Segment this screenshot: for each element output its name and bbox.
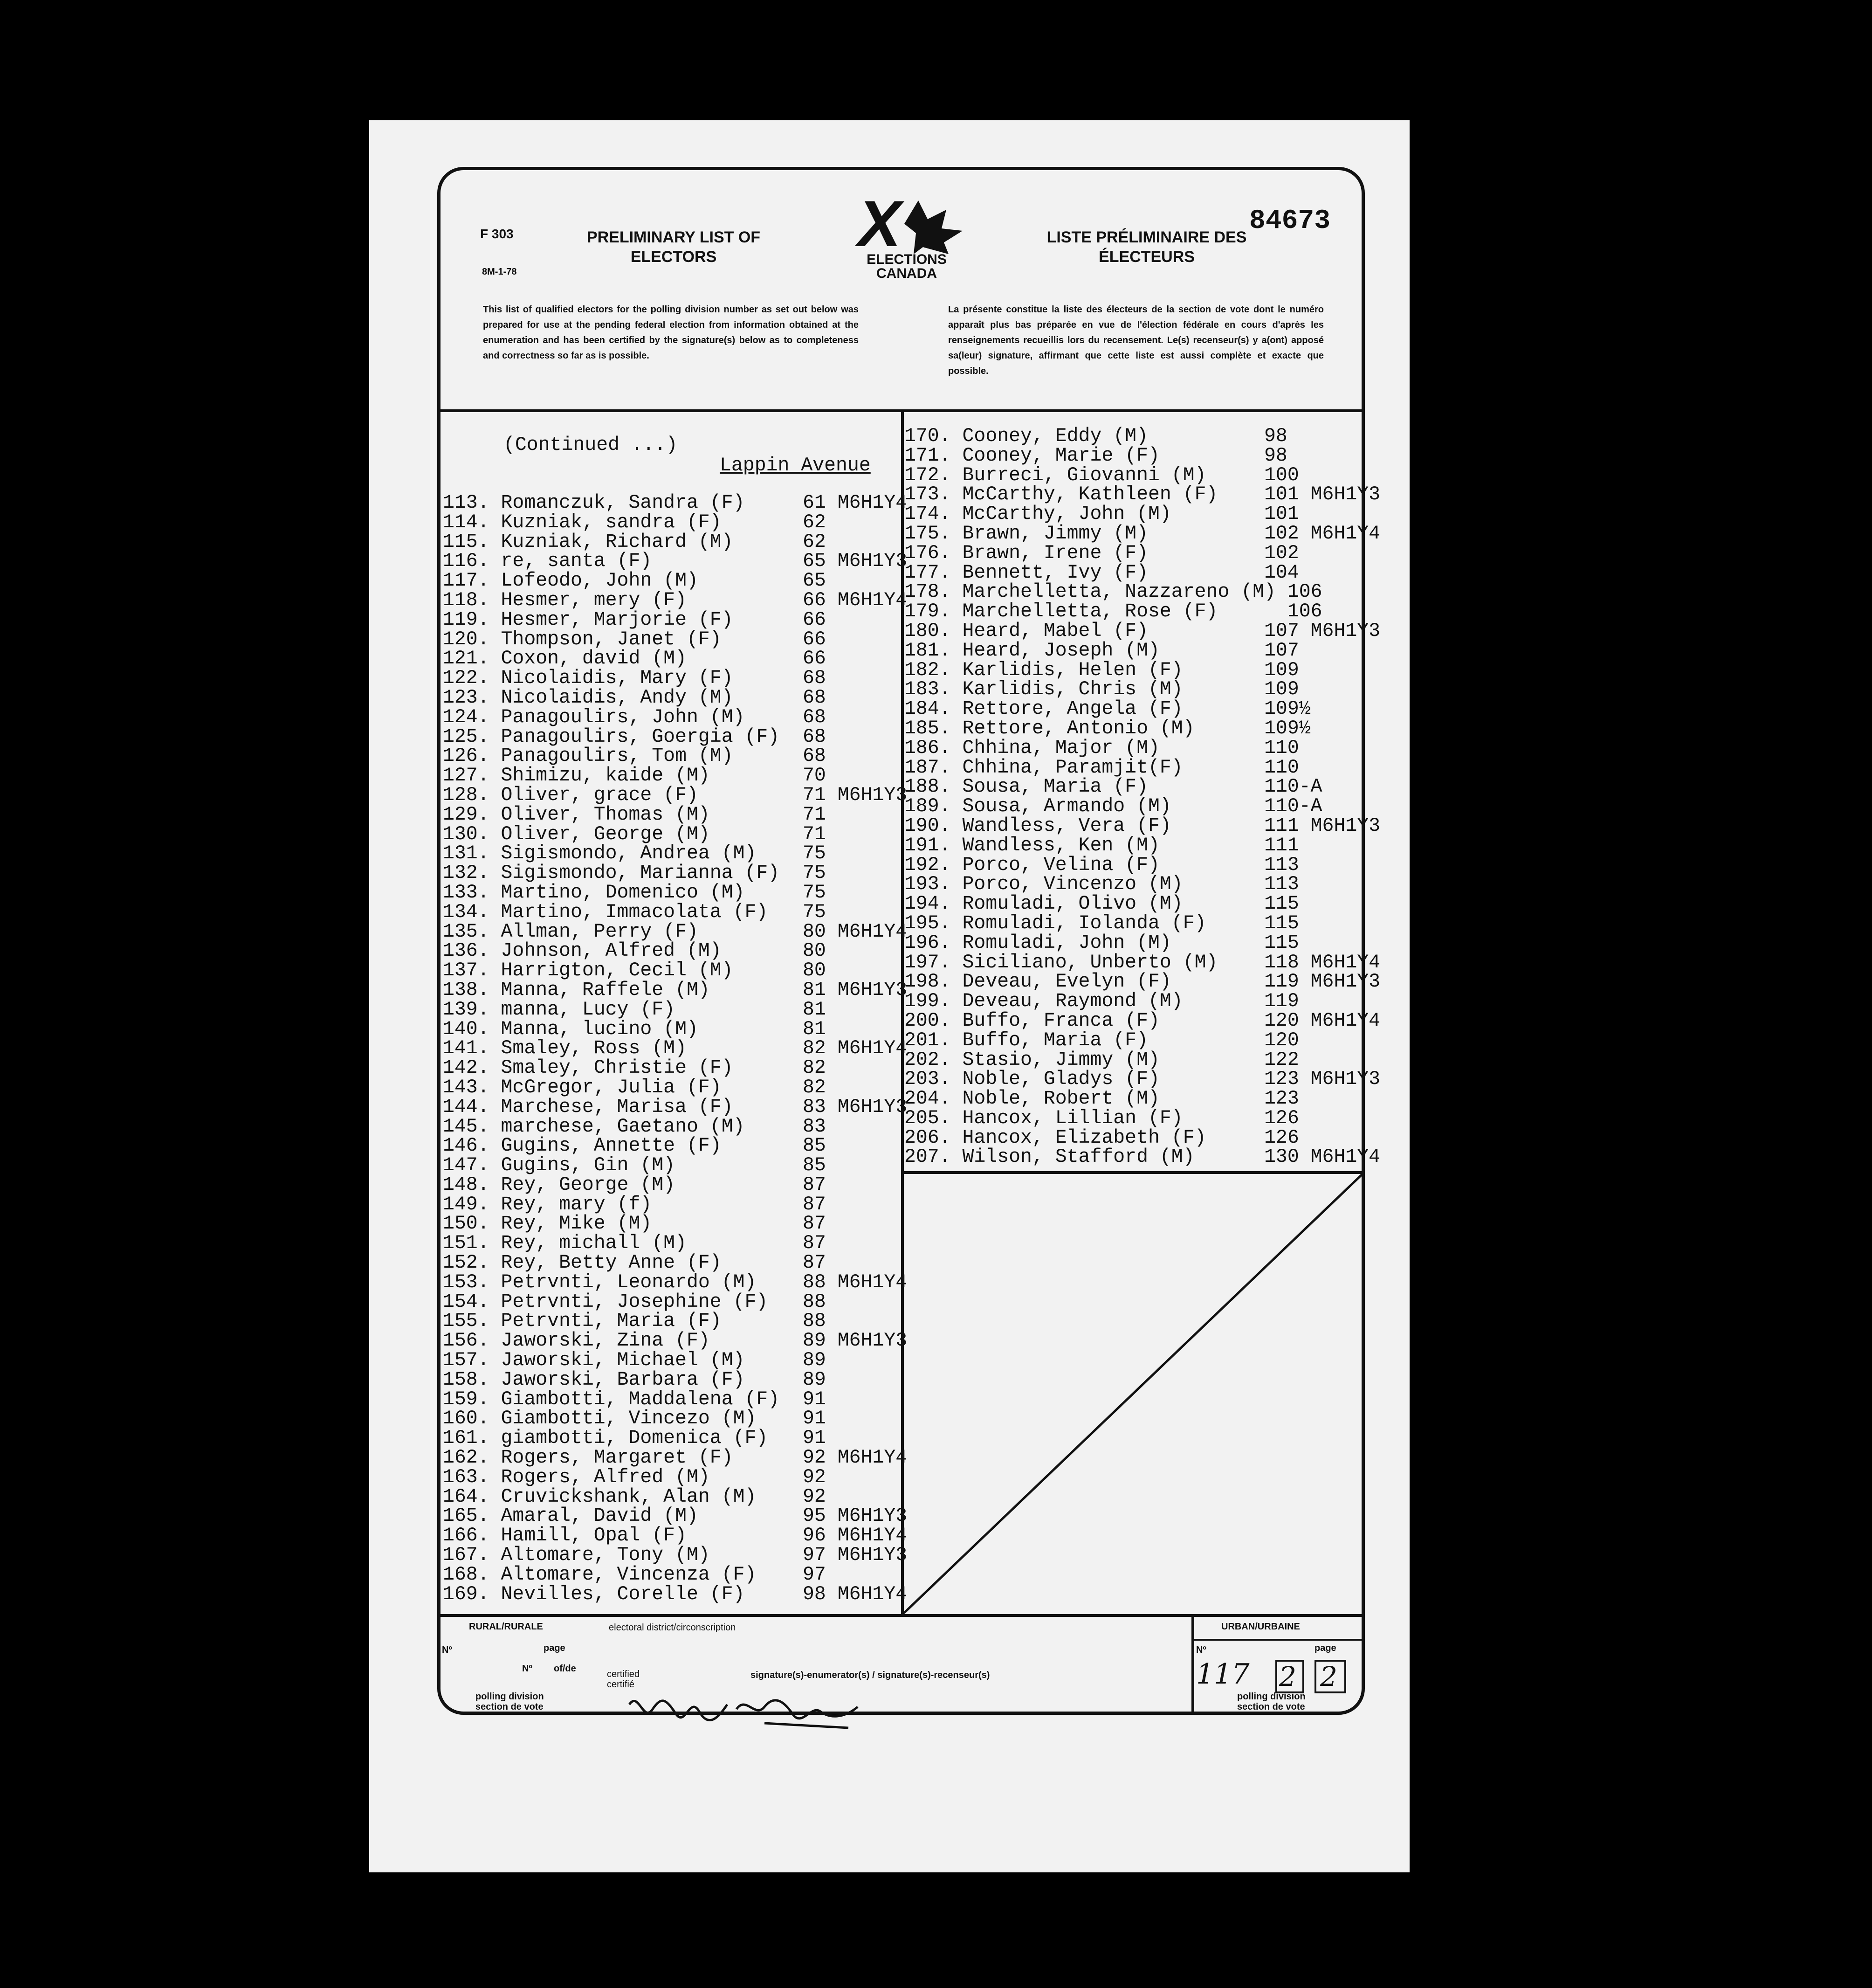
elector-row: 186. Chhina, Major (M) 110 xyxy=(904,737,1299,759)
elector-row: 173. McCarthy, Kathleen (F) 101 M6H1Y3 xyxy=(904,483,1381,506)
elector-row: 134. Martino, Immacolata (F) 75 xyxy=(443,901,826,923)
elector-row: 184. Rettore, Angela (F) 109½ xyxy=(904,698,1311,720)
elector-row: 194. Romuladi, Olivo (M) 115 xyxy=(904,893,1299,915)
elector-row: 157. Jaworski, Michael (M) 89 xyxy=(443,1349,826,1372)
blank-area-strike xyxy=(901,1171,1365,1615)
elector-row: 169. Nevilles, Corelle (F) 98 M6H1Y4 xyxy=(443,1583,908,1605)
elector-row: 195. Romuladi, Iolanda (F) 115 xyxy=(904,912,1299,934)
elector-row: 180. Heard, Mabel (F) 107 M6H1Y3 xyxy=(904,620,1381,642)
elector-row: 136. Johnson, Alfred (M) 80 xyxy=(443,940,826,962)
elector-row: 191. Wandless, Ken (M) 111 xyxy=(904,834,1299,856)
street-name: Lappin Avenue xyxy=(720,455,871,476)
elector-row: 154. Petrvnti, Josephine (F) 88 xyxy=(443,1291,826,1313)
elector-row: 127. Shimizu, kaide (M) 70 xyxy=(443,765,826,787)
elector-row: 178. Marchelletta, Nazzareno (M) 106 xyxy=(904,581,1322,603)
elector-row: 125. Panagoulirs, Goergia (F) 68 xyxy=(443,725,826,748)
elector-row: 160. Giambotti, Vincezo (M) 91 xyxy=(443,1408,826,1430)
elector-row: 183. Karlidis, Chris (M) 109 xyxy=(904,678,1299,701)
elector-row: 120. Thompson, Janet (F) 66 xyxy=(443,628,826,650)
title-english: PRELIMINARY LIST OF ELECTORS xyxy=(586,228,761,266)
elector-row: 122. Nicolaidis, Mary (F) 68 xyxy=(443,667,826,690)
elector-row: 165. Amaral, David (M) 95 M6H1Y3 xyxy=(443,1505,908,1527)
elector-row: 124. Panagoulirs, John (M) 68 xyxy=(443,706,826,728)
footer-box-divider xyxy=(1191,1614,1194,1714)
elector-row: 161. giambotti, Domenica (F) 91 xyxy=(443,1427,826,1450)
polling-division-label-left: polling division section de vote xyxy=(475,1691,544,1712)
handwritten-polling-number: 117 xyxy=(1196,1658,1250,1691)
elector-row: 201. Buffo, Maria (F) 120 xyxy=(904,1029,1299,1051)
elector-row: 117. Lofeodo, John (M) 65 xyxy=(443,570,826,592)
elector-row: 151. Rey, michall (M) 87 xyxy=(443,1232,826,1255)
elector-row: 185. Rettore, Antonio (M) 109½ xyxy=(904,717,1311,739)
elector-row: 204. Noble, Robert (M) 123 xyxy=(904,1088,1299,1110)
elector-row: 197. Siciliano, Unberto (M) 118 M6H1Y4 xyxy=(904,951,1381,973)
elector-row: 170. Cooney, Eddy (M) 98 xyxy=(904,425,1287,447)
elector-row: 166. Hamill, Opal (F) 96 M6H1Y4 xyxy=(443,1525,908,1547)
polling-division-label-right: polling division section de vote xyxy=(1237,1691,1306,1712)
elector-row: 199. Deveau, Raymond (M) 119 xyxy=(904,990,1299,1013)
left-elector-list xyxy=(443,493,907,1604)
elector-row: 171. Cooney, Marie (F) 98 xyxy=(904,444,1287,467)
elector-row: 145. marchese, Gaetano (M) 83 xyxy=(443,1115,826,1138)
elector-row: 131. Sigismondo, Andrea (M) 75 xyxy=(443,842,826,865)
page-label-right: page xyxy=(1315,1643,1336,1653)
elector-row: 121. Coxon, david (M) 66 xyxy=(443,648,826,670)
handwritten-page-number: 2 xyxy=(1279,1661,1296,1692)
elector-row: 158. Jaworski, Barbara (F) 89 xyxy=(443,1368,826,1391)
elector-row: 156. Jaworski, Zina (F) 89 M6H1Y3 xyxy=(443,1330,908,1352)
elector-row: 174. McCarthy, John (M) 101 xyxy=(904,503,1299,525)
form-number: F 303 xyxy=(480,227,514,241)
elector-row: 205. Hancox, Lillian (F) 126 xyxy=(904,1107,1299,1129)
elector-row: 137. Harrigton, Cecil (M) 80 xyxy=(443,959,826,982)
elector-row: 135. Allman, Perry (F) 80 M6H1Y4 xyxy=(443,920,908,943)
elector-row: 153. Petrvnti, Leonardo (M) 88 M6H1Y4 xyxy=(443,1271,908,1293)
footer-box-rule xyxy=(1194,1639,1365,1641)
elector-row: 143. McGregor, Julia (F) 82 xyxy=(443,1076,826,1098)
elector-row: 149. Rey, mary (f) 87 xyxy=(443,1193,826,1215)
page-label-left: page xyxy=(544,1643,565,1653)
right-elector-list xyxy=(904,427,1380,1167)
elector-row: 140. Manna, lucino (M) 81 xyxy=(443,1018,826,1040)
elector-row: 163. Rogers, Alfred (M) 92 xyxy=(443,1466,826,1488)
elections-canada-logo xyxy=(848,191,965,284)
elector-row: 192. Porco, Velina (F) 113 xyxy=(904,854,1299,876)
elector-row: 172. Burreci, Giovanni (M) 100 xyxy=(904,464,1299,486)
no-label-left: Nº xyxy=(442,1645,452,1655)
rural-label: RURAL/RURALE xyxy=(469,1622,543,1632)
elector-row: 155. Petrvnti, Maria (F) 88 xyxy=(443,1310,826,1332)
elector-row: 175. Brawn, Jimmy (M) 102 M6H1Y4 xyxy=(904,522,1381,545)
elector-row: 139. manna, Lucy (F) 81 xyxy=(443,998,826,1021)
urban-label: URBAN/URBAINE xyxy=(1221,1622,1300,1632)
title-french: LISTE PRÉLIMINAIRE DES ÉLECTEURS xyxy=(1046,228,1247,266)
form-code: 8M-1-78 xyxy=(482,267,517,277)
elector-row: 144. Marchese, Marisa (F) 83 M6H1Y3 xyxy=(443,1096,908,1118)
elector-row: 203. Noble, Gladys (F) 123 M6H1Y3 xyxy=(904,1068,1381,1091)
elector-row: 176. Brawn, Irene (F) 102 xyxy=(904,542,1299,564)
elector-row: 182. Karlidis, Helen (F) 109 xyxy=(904,659,1299,681)
elector-row: 113. Romanczuk, Sandra (F) 61 M6H1Y4 xyxy=(443,492,908,514)
elector-row: 148. Rey, George (M) 87 xyxy=(443,1173,826,1196)
certified-label: certified certifié xyxy=(607,1669,640,1690)
elector-row: 162. Rogers, Margaret (F) 92 M6H1Y4 xyxy=(443,1447,908,1469)
signature-label: signature(s)-enumerator(s) / signature(s)-recenseur(s) xyxy=(750,1670,990,1680)
elector-row: 128. Oliver, grace (F) 71 M6H1Y3 xyxy=(443,784,908,806)
no-label-left-2: Nº xyxy=(522,1664,532,1674)
elector-row: 142. Smaley, Christie (F) 82 xyxy=(443,1057,826,1079)
elector-row: 133. Martino, Domenico (M) 75 xyxy=(443,881,826,904)
elector-row: 132. Sigismondo, Marianna (F) 75 xyxy=(443,862,826,884)
elector-row: 129. Oliver, Thomas (M) 71 xyxy=(443,803,826,826)
logo-text-line1: ELECTIONS xyxy=(867,252,947,267)
of-label-left: of/de xyxy=(554,1664,576,1674)
elector-row: 152. Rey, Betty Anne (F) 87 xyxy=(443,1252,826,1274)
elector-row: 179. Marchelletta, Rose (F) 106 xyxy=(904,601,1322,623)
elector-row: 164. Cruvickshank, Alan (M) 92 xyxy=(443,1485,826,1508)
elector-row: 138. Manna, Raffele (M) 81 M6H1Y3 xyxy=(443,979,908,1001)
serial-number: 84673 xyxy=(1249,206,1331,236)
elector-row: 123. Nicolaidis, Andy (M) 68 xyxy=(443,686,826,709)
elector-row: 207. Wilson, Stafford (M) 130 M6H1Y4 xyxy=(904,1146,1381,1168)
elector-row: 198. Deveau, Evelyn (F) 119 M6H1Y3 xyxy=(904,971,1381,993)
elector-row: 206. Hancox, Elizabeth (F) 126 xyxy=(904,1126,1299,1149)
elector-row: 150. Rey, Mike (M) 87 xyxy=(443,1213,826,1235)
elector-row: 146. Gugins, Annette (F) 85 xyxy=(443,1135,826,1157)
intro-text-english: This list of qualified electors for the polling division number as set out below was prepared for use at the pending federal election from information obtained at the enumeration and has been certified by the signature(s) below as to completeness and correctness so far as is possible. xyxy=(483,304,859,361)
elector-row: 147. Gugins, Gin (M) 85 xyxy=(443,1154,826,1177)
continued-label: (Continued ...) xyxy=(503,434,678,456)
elector-row: 118. Hesmer, mery (F) 66 M6H1Y4 xyxy=(443,589,908,611)
elector-row: 115. Kuzniak, Richard (M) 62 xyxy=(443,531,826,553)
elector-row: 116. re, santa (F) 65 M6H1Y3 xyxy=(443,550,908,573)
elector-row: 119. Hesmer, Marjorie (F) 66 xyxy=(443,608,826,631)
svg-text:X: X xyxy=(858,191,902,256)
elector-row: 189. Sousa, Armando (M) 110-A xyxy=(904,795,1322,818)
district-label: electoral district/circonscription xyxy=(609,1622,736,1633)
elector-row: 167. Altomare, Tony (M) 97 M6H1Y3 xyxy=(443,1544,908,1567)
elector-row: 141. Smaley, Ross (M) 82 M6H1Y4 xyxy=(443,1037,908,1060)
elector-row: 193. Porco, Vincenzo (M) 113 xyxy=(904,873,1299,896)
elector-row: 130. Oliver, George (M) 71 xyxy=(443,823,826,845)
enumerator-signature xyxy=(625,1686,867,1733)
elector-row: 126. Panagoulirs, Tom (M) 68 xyxy=(443,745,826,767)
elector-row: 190. Wandless, Vera (F) 111 M6H1Y3 xyxy=(904,815,1381,837)
intro-text-french: La présente constitue la liste des électeurs de la section de vote dont le numéro apparaît plus bas préparée en vue de l'élection fédérale en cours d'après les renseignements recueillis lors du recensement. Le(s) recenseur(s) y a(ont) apposé sa(leur) signature, affirmant que cette liste est aussi complète et exacte que possible. xyxy=(948,304,1324,376)
elector-row: 202. Stasio, Jimmy (M) 122 xyxy=(904,1049,1299,1071)
elector-row: 114. Kuzniak, sandra (F) 62 xyxy=(443,511,826,533)
elector-row: 168. Altomare, Vincenza (F) 97 xyxy=(443,1563,826,1586)
elector-row: 187. Chhina, Paramjit(F) 110 xyxy=(904,756,1299,779)
elector-row: 196. Romuladi, John (M) 115 xyxy=(904,932,1299,954)
no-label-right: Nº xyxy=(1196,1645,1206,1655)
elector-row: 200. Buffo, Franca (F) 120 M6H1Y4 xyxy=(904,1009,1381,1032)
elector-row: 181. Heard, Joseph (M) 107 xyxy=(904,639,1299,662)
logo-text-line2: CANADA xyxy=(876,266,937,281)
elector-row: 188. Sousa, Maria (F) 110-A xyxy=(904,776,1322,798)
handwritten-page-total: 2 xyxy=(1320,1661,1337,1692)
elector-row: 177. Bennett, Ivy (F) 104 xyxy=(904,561,1299,584)
elector-row: 159. Giambotti, Maddalena (F) 91 xyxy=(443,1388,826,1410)
